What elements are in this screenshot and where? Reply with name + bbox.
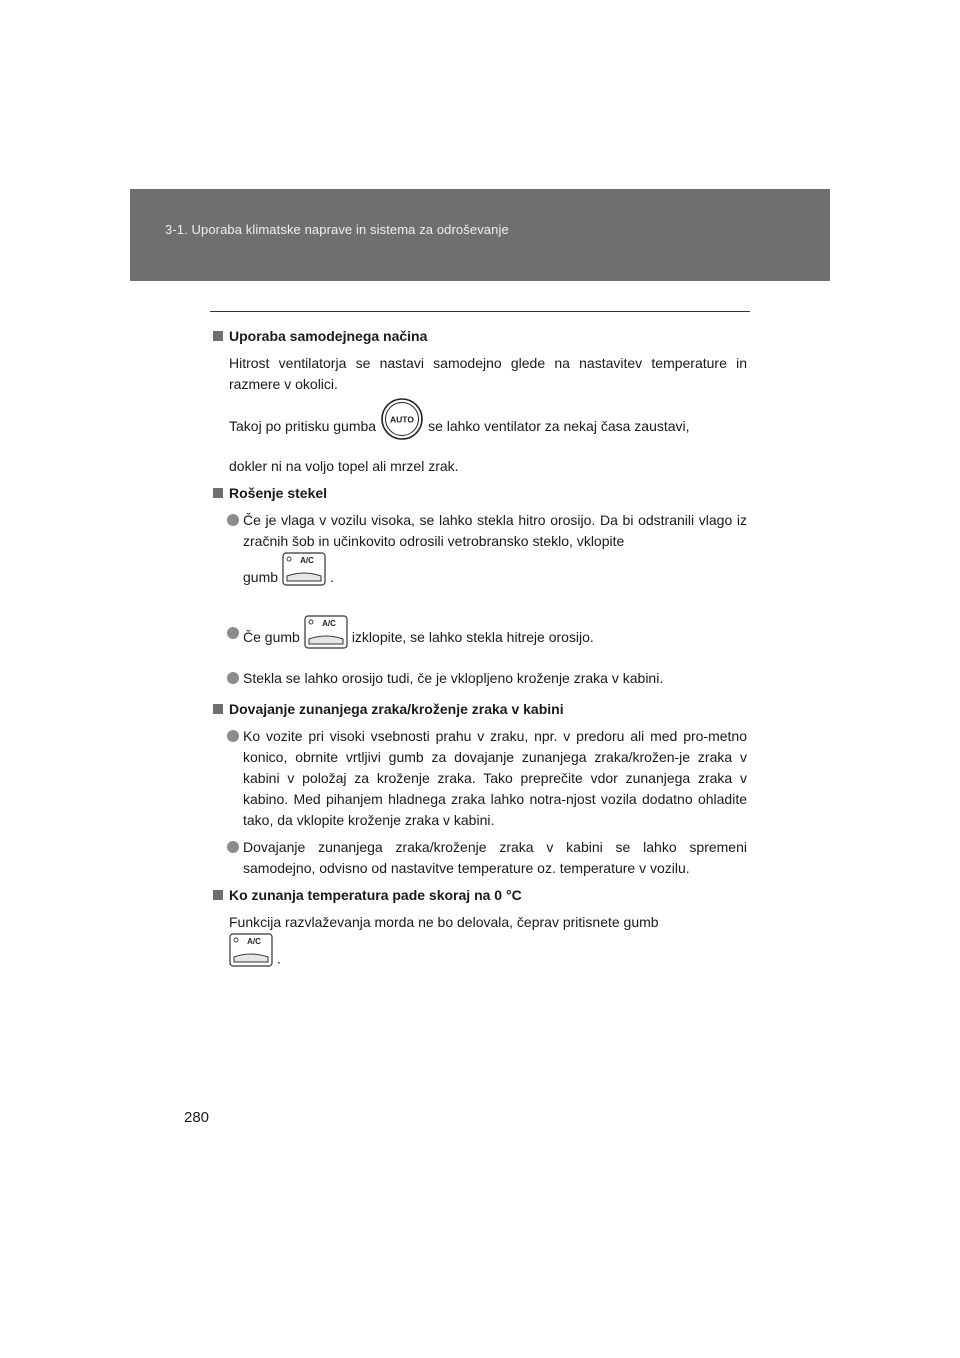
ac-button-icon [304, 615, 348, 662]
list-item: Ko vozite pri visoki vsebnosti prahu v zraku, npr. v predoru ali med pro-metno konico, obrnite vrtljivi gumb za dovajanje zunanjega zraka/krožen-je zraka v kabini v položaj za kroženje zraka. Tako preprečite vdor zunanjega zraka v kabino. Med pihanjem hladnega zraka lahko notra-njost vozila dodatno ohladite tako, da vklopite kroženje zraka v kabini. [212, 726, 747, 831]
paragraph-ac-button: A/C . [212, 933, 747, 987]
auto-button-icon [380, 397, 424, 458]
svg-text:AUTO: AUTO [390, 414, 415, 425]
section-header [130, 189, 830, 281]
paragraph-auto-button: Takoj po pritisku gumba AUTO se lahko ventilator za nekaj časa zaustavi, [212, 397, 747, 458]
list-item: Dovajanje zunanjega zraka/kroženje zraka v kabini se lahko spremeni samodejno, odvisno od nastavitve temperature oz. temperature v vozilu. [212, 837, 747, 879]
ac-button-icon [282, 552, 326, 605]
round-bullet-icon [227, 672, 239, 684]
square-bullet-icon [213, 488, 223, 498]
square-bullet-icon [213, 890, 223, 900]
svg-text:A/C: A/C [300, 556, 314, 565]
square-bullet-icon [213, 331, 223, 341]
svg-text:A/C: A/C [247, 937, 261, 946]
divider [210, 311, 750, 312]
list-item: Če je vlaga v vozilu visoka, se lahko stekla hitro orosijo. Da bi odstranili vlago iz zračnih šob in učinkovito odrosili vetrobransko steklo, vklopite [212, 510, 747, 552]
square-bullet-icon [213, 704, 223, 714]
section-heading-recirc: Dovajanje zunanjega zraka/kroženje zraka v kabini [212, 699, 747, 720]
list-item-ac-button: Če gumb A/C izklopite, se lahko stekla hitreje orosijo. [212, 615, 747, 662]
paragraph: dokler ni na voljo topel ali mrzel zrak. [229, 458, 459, 474]
page-content [212, 326, 747, 987]
round-bullet-icon [227, 627, 239, 639]
page-number: 280 [184, 1109, 210, 1126]
paragraph: Hitrost ventilatorja se nastavi samodejno glede na nastavitev temperature in razmere v okolici. [229, 355, 747, 392]
section-heading-auto: Uporaba samodejnega načina [212, 326, 747, 347]
list-item: Stekla se lahko orosijo tudi, če je vklopljeno kroženje zraka v kabini. [212, 668, 747, 689]
round-bullet-icon [227, 841, 239, 853]
ac-button-icon [229, 933, 273, 987]
paragraph: Funkcija razvlaževanja morda ne bo delovala, čeprav pritisnete gumb [229, 914, 659, 930]
round-bullet-icon [227, 730, 239, 742]
section-heading-fog: Rošenje stekel [212, 483, 747, 504]
svg-text:A/C: A/C [321, 619, 336, 628]
list-item-ac-button: gumb A/C . [212, 552, 747, 605]
section-heading-cold: Ko zunanja temperatura pade skoraj na 0 °C [212, 885, 747, 906]
section-title: 3-1. Uporaba klimatske naprave in sistema za odroševanje [165, 222, 509, 237]
round-bullet-icon [227, 514, 239, 526]
